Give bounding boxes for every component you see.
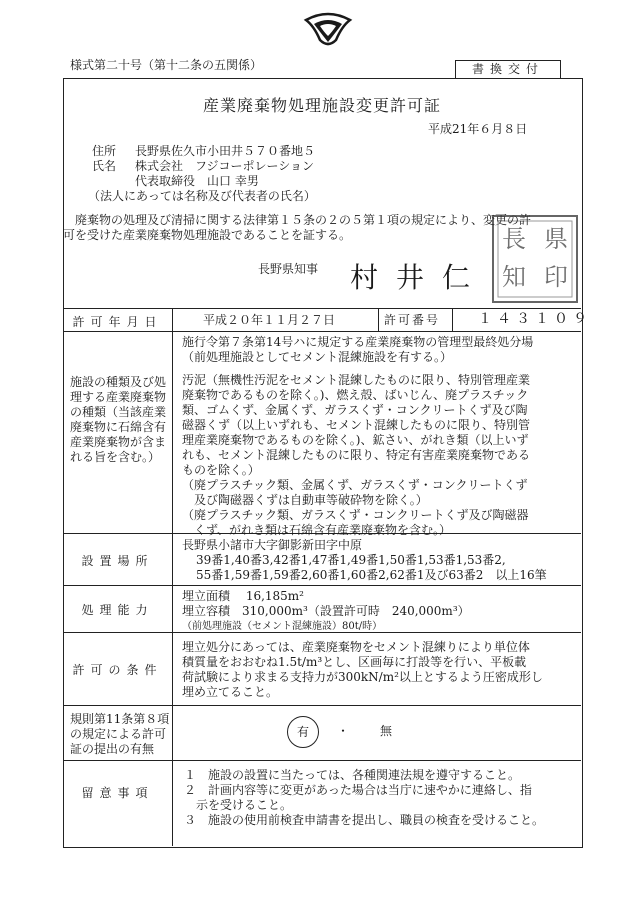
location-value: 長野県小諸市大字御影新田字中原 39番1,40番3,42番1,47番1,49番1,50番1,53番1,53番2, 55番1,59番1,59番2,60番1,60番2,62番1及び63番2 以上16筆 [182, 538, 547, 582]
document-title: 産業廃棄物処理施設変更許可証 [202, 96, 441, 115]
permit-date: 平成２０年１１月２７日 [203, 313, 336, 327]
permit-number: １４３１０９ [478, 311, 592, 327]
option-separator: ・ [337, 724, 350, 738]
no-option: 無 [380, 724, 393, 738]
notes-value: １ 施設の設置に当たっては、各種関連法規を遵守すること。 ２ 計画内容等に変更があった場合は当庁に速やかに連絡し、指 示を受けること。 ３ 施設の使用前検査申請書を提出し、職員の検査を受けること。 [184, 768, 545, 827]
name-label: 氏名 [92, 159, 117, 173]
svg-text:長: 長 [502, 225, 526, 253]
address-label: 住所 [92, 144, 117, 158]
certification-text-2: 可を受けた産業廃棄物処理施設であることを証する。 [63, 228, 352, 242]
facility-type-value: 施行令第７条第14号ハに規定する産業廃棄物の管理型最終処分場 （前処理施設としてセメント混練施設を有する。） [182, 335, 534, 364]
representative-name: 代表取締役 山口 幸男 [135, 174, 259, 188]
prefecture-emblem-icon [302, 12, 354, 48]
certification-text-1: 廃棄物の処理及び清掃に関する法律第１５条の２の５第１項の規定により、変更の許 [75, 213, 532, 227]
capacity-label: 処理能力 [81, 603, 154, 617]
table-rule [63, 331, 581, 332]
certificate-submission-label: 規則第11条第８項 の規定による許可 証の提出の有無 [70, 712, 170, 756]
location-label: 設置場所 [81, 554, 154, 568]
table-rule [452, 308, 453, 331]
svg-text:県: 県 [544, 225, 568, 253]
permittee-note: （法人にあっては名称及び代表者の氏名） [88, 189, 316, 203]
issuer-title: 長野県知事 [258, 262, 319, 276]
table-rule [63, 585, 581, 586]
table-rule [63, 705, 581, 706]
waste-type-value: 汚泥（無機性汚泥をセメント混練したものに限り、特別管理産業 廃棄物であるものを除く。)、燃え殻、ばいじん、廃プラスチック 類、ゴムくず、金属くず、ガラスくず・コンクリートくず及び陶 磁器くず（以上いずれも、セメント混練したものに限り、特別管 理産業廃棄物であるものを除く。)、鉱さい、がれき類（以上いず れも、セメント混練したものに限り、特定有害産業廃棄物である ものを除く。） （廃プラスチック類、金属くず、ガラスくず・コンクリートくず 及び陶磁器くずは自動車等破砕物を除く。） （廃プラスチック類、ガラスくず・コンクリートくず及び陶磁器 くず、がれき類は石綿含有産業廃棄物を含む。） [182, 373, 531, 537]
address-value: 長野県佐久市小田井５７０番地５ [135, 144, 316, 158]
conditions-label: 許可の条件 [72, 663, 163, 677]
yes-option-circled: 有 [287, 716, 319, 748]
permit-number-label: 許可番号 [384, 313, 441, 327]
conditions-value: 埋立処分にあっては、産業廃棄物をセメント混練りにより単位体 積質量をおおむね1.5t/m³とし、区画毎に打設等を行い、平板載 荷試験により求まる支持力が300kN/m²以上とするよう圧密成形し 埋め立てること。 [182, 640, 543, 699]
table-rule [378, 308, 379, 331]
facility-type-label: 施設の種類及び処 理する産業廃棄物 の種類（当該産業 廃棄物に石綿含有 産業廃棄物が含ま れる旨を含む。） [70, 375, 167, 464]
notes-label: 留意事項 [81, 786, 154, 800]
company-name: 株式会社 フジコーポレーション [135, 159, 315, 173]
issuer-name: 村井仁 [350, 261, 489, 294]
issue-date: 平成21年６月８日 [428, 122, 528, 136]
svg-text:知: 知 [502, 263, 526, 291]
svg-text:印: 印 [544, 263, 568, 291]
table-rule [63, 760, 581, 761]
label-column-rule [172, 308, 173, 846]
permit-date-label: 許可年月日 [72, 315, 163, 329]
reissue-label: 書換交付 [455, 60, 561, 79]
form-number: 様式第二十号（第十二条の五関係） [70, 58, 263, 72]
table-top-rule [63, 308, 581, 309]
official-seal-icon [490, 213, 580, 305]
capacity-value: 埋立面積 16,185m² 埋立容積 310,000m³（設置許可時 240,000m³） （前処理施設（セメント混練施設）80t/時） [182, 589, 470, 632]
